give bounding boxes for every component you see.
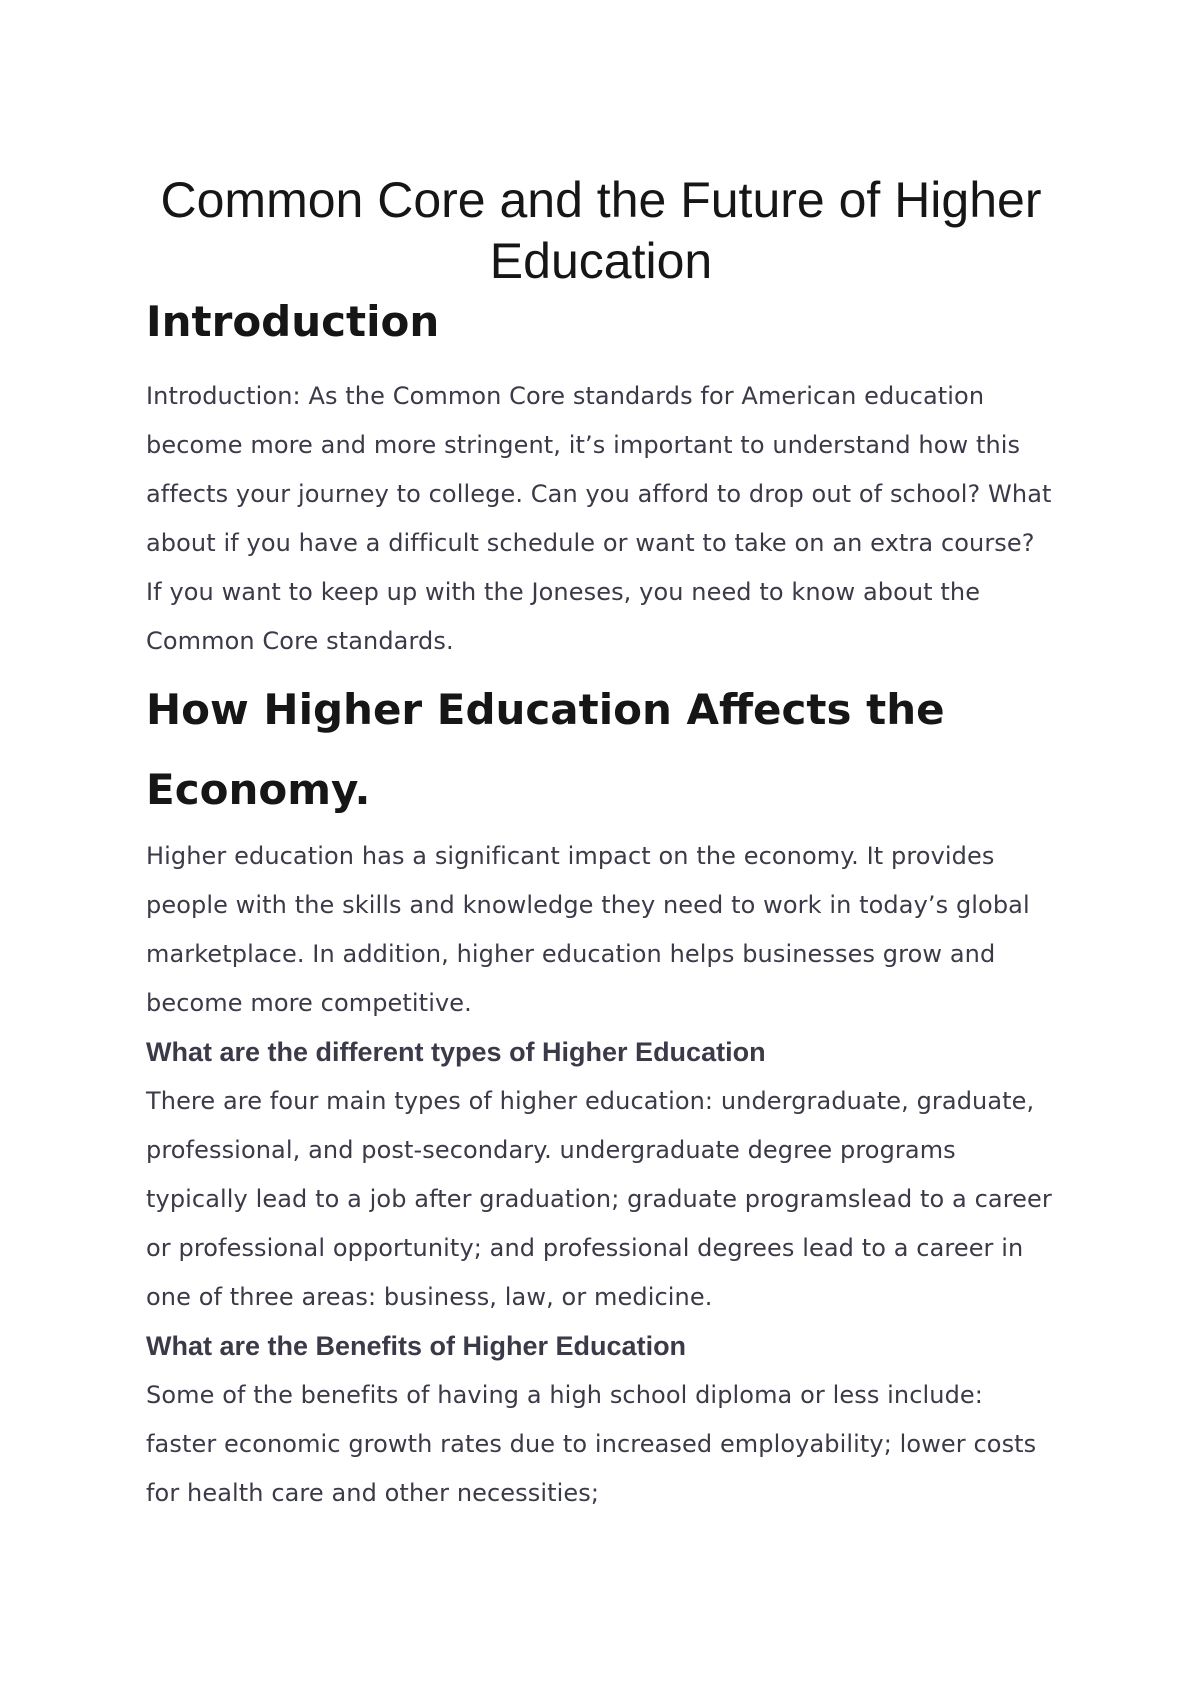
economy-heading: How Higher Education Affects the Economy. [146,685,945,814]
types-heading: What are the different types of Higher Education [146,1037,766,1067]
introduction-heading: Introduction [146,297,440,346]
benefits-heading: What are the Benefits of Higher Education [146,1331,687,1361]
introduction-paragraph: Introduction: As the Common Core standards for American education become more and more stringent, it’s important to understand how this affects your journey to college. Can you afford to drop out of school? What about if you have a difficult schedule or want to take on an extra course? If you want to keep up with the Joneses, you need to know about the Common Core standards. [146,382,1052,655]
types-paragraph: There are four main types of higher education: undergraduate, graduate, professional, and post-secondary. undergraduate degree programs typically lead to a job after graduation; graduate programslead to a career or professional opportunity; and professional degrees lead to a career in one of three areas: business, law, or medicine. [146,1087,1052,1311]
document-page [146,170,1056,1518]
document-title: Common Core and the Future of Higher Education [160,172,1042,289]
economy-paragraph: Higher education has a significant impact on the economy. It provides people with the skills and knowledge they need to work in today’s global marketplace. In addition, higher education helps businesses grow and become more competitive. [146,842,1030,1017]
benefits-paragraph: Some of the benefits of having a high school diploma or less include: faster economic growth rates due to increased employability; lower costs for health care and other necessities; [146,1381,1037,1507]
